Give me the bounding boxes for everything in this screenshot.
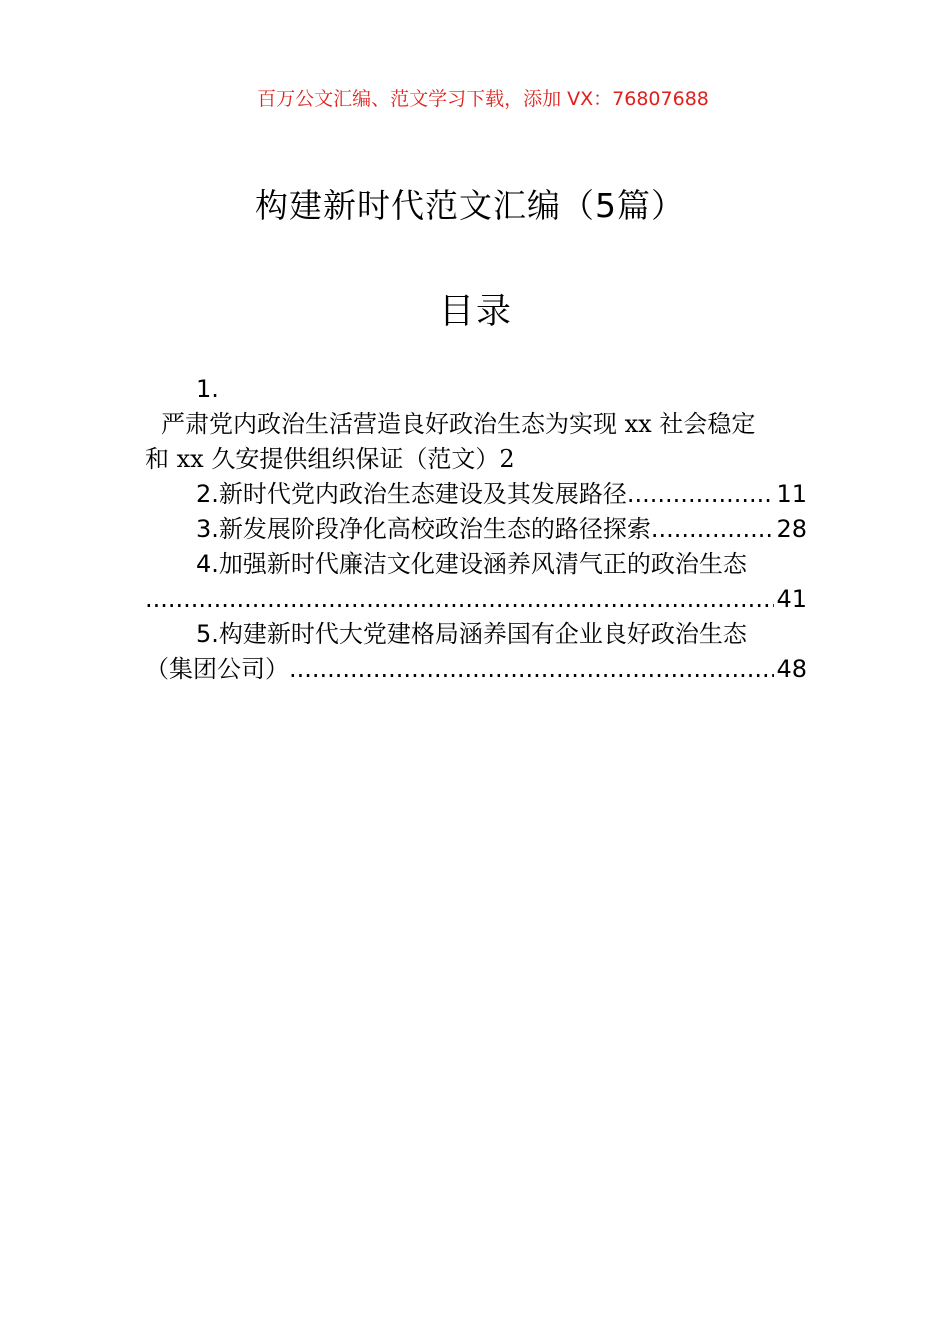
toc-entry-5-leader — [289, 652, 774, 687]
toc-entry-1-line2[interactable] — [145, 442, 807, 477]
toc-entry-4-text[interactable]: 4.加强新时代廉洁文化建设涵养风清气正的政治生态 — [196, 550, 747, 578]
toc-entry-1-page: 2 — [499, 445, 515, 473]
toc-entry-3-page: 28 — [776, 515, 807, 543]
toc-entry-2-leader — [627, 477, 775, 512]
toc-entry-3[interactable] — [145, 512, 807, 547]
toc-entry-4-leader-line[interactable] — [145, 582, 807, 617]
toc-entry-4-leader — [145, 582, 774, 617]
toc-entry-2-text: 2.新时代党内政治生态建设及其发展路径 — [196, 480, 627, 508]
toc-entry-1-number: 1. — [196, 375, 219, 403]
toc-entry-1-line1[interactable]: 严肃党内政治生活营造良好政治生态为实现 xx 社会稳定 — [161, 410, 756, 438]
toc-entry-3-text: 3.新发展阶段净化高校政治生态的路径探索 — [196, 515, 651, 543]
toc-entry-5-page: 48 — [776, 655, 807, 683]
header-note: 百万公文汇编、范文学习下载，添加 VX：76807688 — [257, 88, 709, 110]
toc-entry-5-text: （集团公司） — [145, 655, 289, 683]
toc-entry-5-line2[interactable] — [145, 652, 807, 687]
toc-entry-2[interactable] — [145, 477, 807, 512]
table-of-contents — [145, 372, 807, 687]
toc-entry-3-leader — [651, 512, 775, 547]
toc-entry-4-page: 41 — [776, 585, 807, 613]
toc-entry-1-text: 和 xx 久安提供组织保证（范文） — [145, 445, 500, 473]
document-title: 构建新时代范文汇编（5篇） — [255, 186, 685, 225]
toc-entry-5-line1[interactable]: 5.构建新时代大党建格局涵养国有企业良好政治生态 — [196, 620, 747, 648]
toc-heading: 目录 — [438, 292, 513, 332]
toc-entry-2-page: 11 — [776, 480, 807, 508]
